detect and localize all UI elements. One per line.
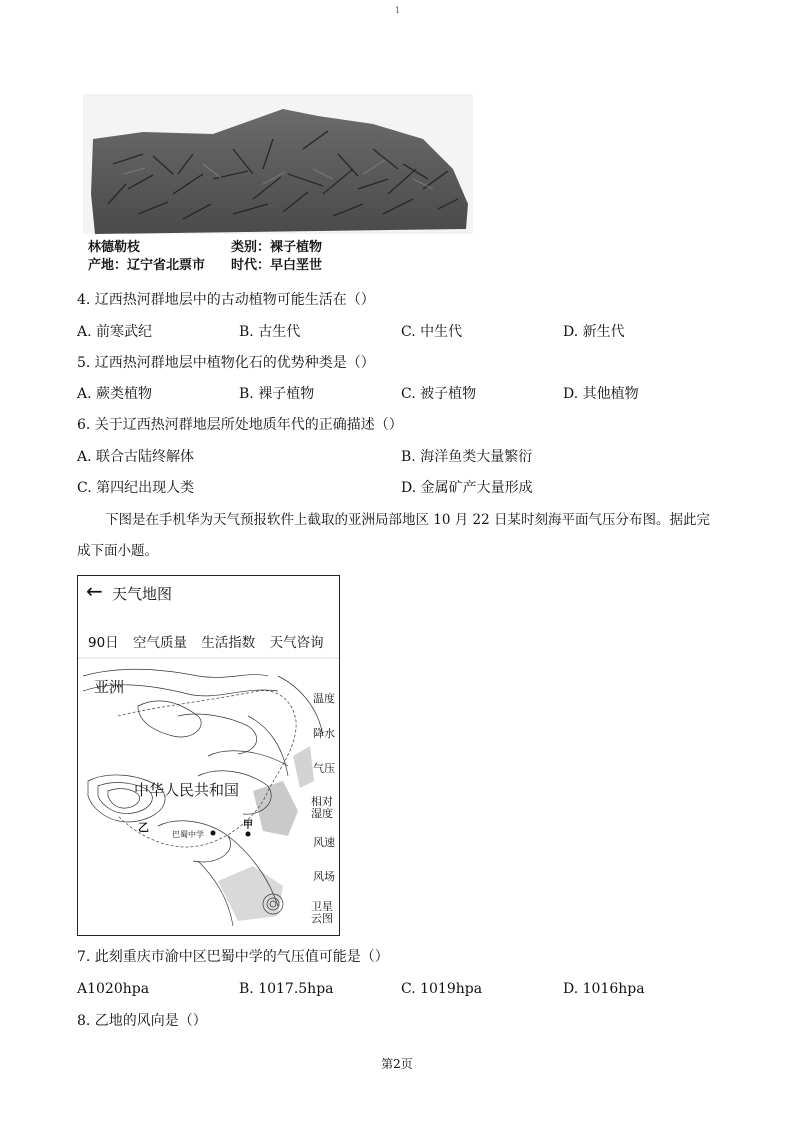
side-item-temperature[interactable]: 温度 (313, 692, 335, 705)
point-jia-label: 甲 (243, 820, 253, 831)
question-4-stem: 4. 辽西热河群地层中的古动植物可能生活在（） (77, 292, 375, 308)
fossil-origin: 产地：辽宁省北票市 (88, 258, 206, 272)
q4-option-d: D. 新生代 (563, 324, 625, 340)
tab-air-quality[interactable]: 空气质量 (132, 635, 187, 651)
q5-option-c: C. 被子植物 (401, 386, 477, 402)
page-top-mark: 1 (395, 6, 401, 15)
fossil-category: 类别：裸子植物 (231, 240, 323, 255)
side-item-pressure[interactable]: 气压 (313, 762, 335, 775)
q7-option-d: D. 1016hpa (563, 981, 645, 997)
q7-option-c: C. 1019hpa (401, 981, 483, 997)
q4-option-c: C. 中生代 (401, 324, 463, 340)
q5-option-b: B. 裸子植物 (239, 386, 315, 402)
fossil-era: 时代：早白垩世 (231, 258, 323, 272)
question-6-stem: 6. 关于辽西热河群地层所处地质年代的正确描述（） (77, 417, 403, 433)
tab-life-index[interactable]: 生活指数 (201, 635, 256, 651)
school-label: 巴蜀中学 (172, 830, 204, 839)
page-footer: 第2页 (381, 1057, 413, 1071)
q5-option-a: A. 蕨类植物 (77, 386, 153, 402)
side-item-satellite[interactable]: 卫星云图 (311, 900, 333, 925)
q6-option-a: A. 联合古陆终解体 (77, 449, 195, 465)
q7-option-b: B. 1017.5hpa (239, 981, 334, 997)
tab-weather-consult[interactable]: 天气咨询 (269, 635, 324, 651)
question-5-stem: 5. 辽西热河群地层中植物化石的优势种类是（） (77, 355, 375, 371)
side-item-wind-speed[interactable]: 风速 (313, 836, 335, 849)
intro-line-1: 下图是在手机华为天气预报软件上截取的亚洲局部地区 10 月 22 日某时刻海平面气压分布图。据此完 (105, 512, 711, 528)
fossil-photo (83, 94, 473, 272)
q4-option-b: B. 古生代 (239, 324, 301, 340)
q4-option-a: A. 前寒武纪 (77, 324, 153, 340)
q7-option-a: A1020hpa (77, 981, 150, 997)
fossil-name: 林德勒枝 (88, 240, 141, 255)
side-item-humidity[interactable]: 相对湿度 (311, 795, 333, 820)
question-8-stem: 8. 乙地的风向是（） (77, 1013, 207, 1029)
point-yi-label: 乙 (138, 821, 149, 834)
region-label-asia: 亚洲 (94, 678, 125, 696)
side-item-precipitation[interactable]: 降水 (313, 727, 335, 740)
tab-90-day[interactable]: 90日 (88, 635, 119, 651)
q6-option-c: C. 第四纪出现人类 (77, 480, 195, 496)
side-item-wind-field[interactable]: 风场 (313, 870, 335, 883)
q6-option-b: B. 海洋鱼类大量繁衍 (401, 449, 533, 465)
q5-option-d: D. 其他植物 (563, 386, 639, 402)
isobar-map (78, 576, 339, 935)
q6-option-d: D. 金属矿产大量形成 (401, 480, 533, 496)
intro-line-2: 成下面小题。 (77, 543, 158, 559)
region-label-china: 中华人民共和国 (134, 781, 240, 799)
weather-map-title: 天气地图 (112, 585, 173, 603)
weather-map-screenshot (77, 575, 340, 936)
back-arrow-icon[interactable]: ← (86, 579, 103, 603)
question-7-stem: 7. 此刻重庆市渝中区巴蜀中学的气压值可能是（） (77, 949, 389, 965)
